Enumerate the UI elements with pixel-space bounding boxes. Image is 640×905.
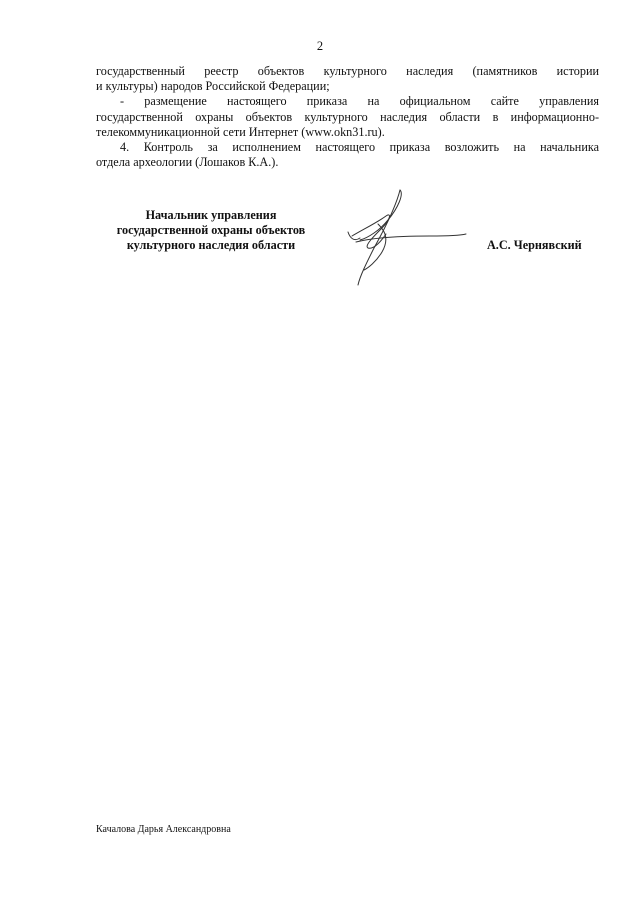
paragraph-registry-cont-end bbox=[96, 79, 599, 94]
handwritten-signature bbox=[338, 186, 478, 288]
signatory-title-line-1: Начальник управления bbox=[145, 208, 277, 222]
registry-line-1: государственный реестр объектов культурного наследия (памятников истории bbox=[96, 64, 599, 78]
registry-line-2: и культуры) народов Российской Федерации; bbox=[96, 79, 330, 94]
paragraph-registry-cont bbox=[96, 64, 599, 79]
signatory-name: А.С. Чернявский bbox=[487, 238, 582, 252]
publication-line-2: государственной охраны объектов культурного наследия области в информационно- bbox=[96, 109, 599, 124]
body-text bbox=[96, 64, 599, 170]
page-number: 2 bbox=[316, 39, 324, 53]
control-line-1: 4. Контроль за исполнением настоящего приказа возложить на начальника bbox=[120, 140, 599, 155]
publication-line-1: - размещение настоящего приказа на официальном сайте управления bbox=[120, 94, 599, 109]
signatory-title-line-3: культурного наследия области bbox=[126, 238, 296, 253]
signatory-title bbox=[96, 208, 326, 254]
paragraph-publication-end bbox=[96, 125, 599, 140]
paragraph-publication-mid bbox=[96, 110, 599, 125]
executor-name: Качалова Дарья Александровна bbox=[96, 824, 231, 835]
paragraph-control bbox=[96, 140, 599, 155]
control-line-2: отдела археологии (Лошаков К.А.). bbox=[96, 155, 279, 170]
paragraph-publication bbox=[96, 94, 599, 109]
publication-line-3: телекоммуникационной сети Интернет (www.okn31.ru). bbox=[96, 124, 385, 139]
paragraph-control-end bbox=[96, 155, 599, 170]
signatory-title-line-2: государственной охраны объектов bbox=[116, 223, 306, 238]
